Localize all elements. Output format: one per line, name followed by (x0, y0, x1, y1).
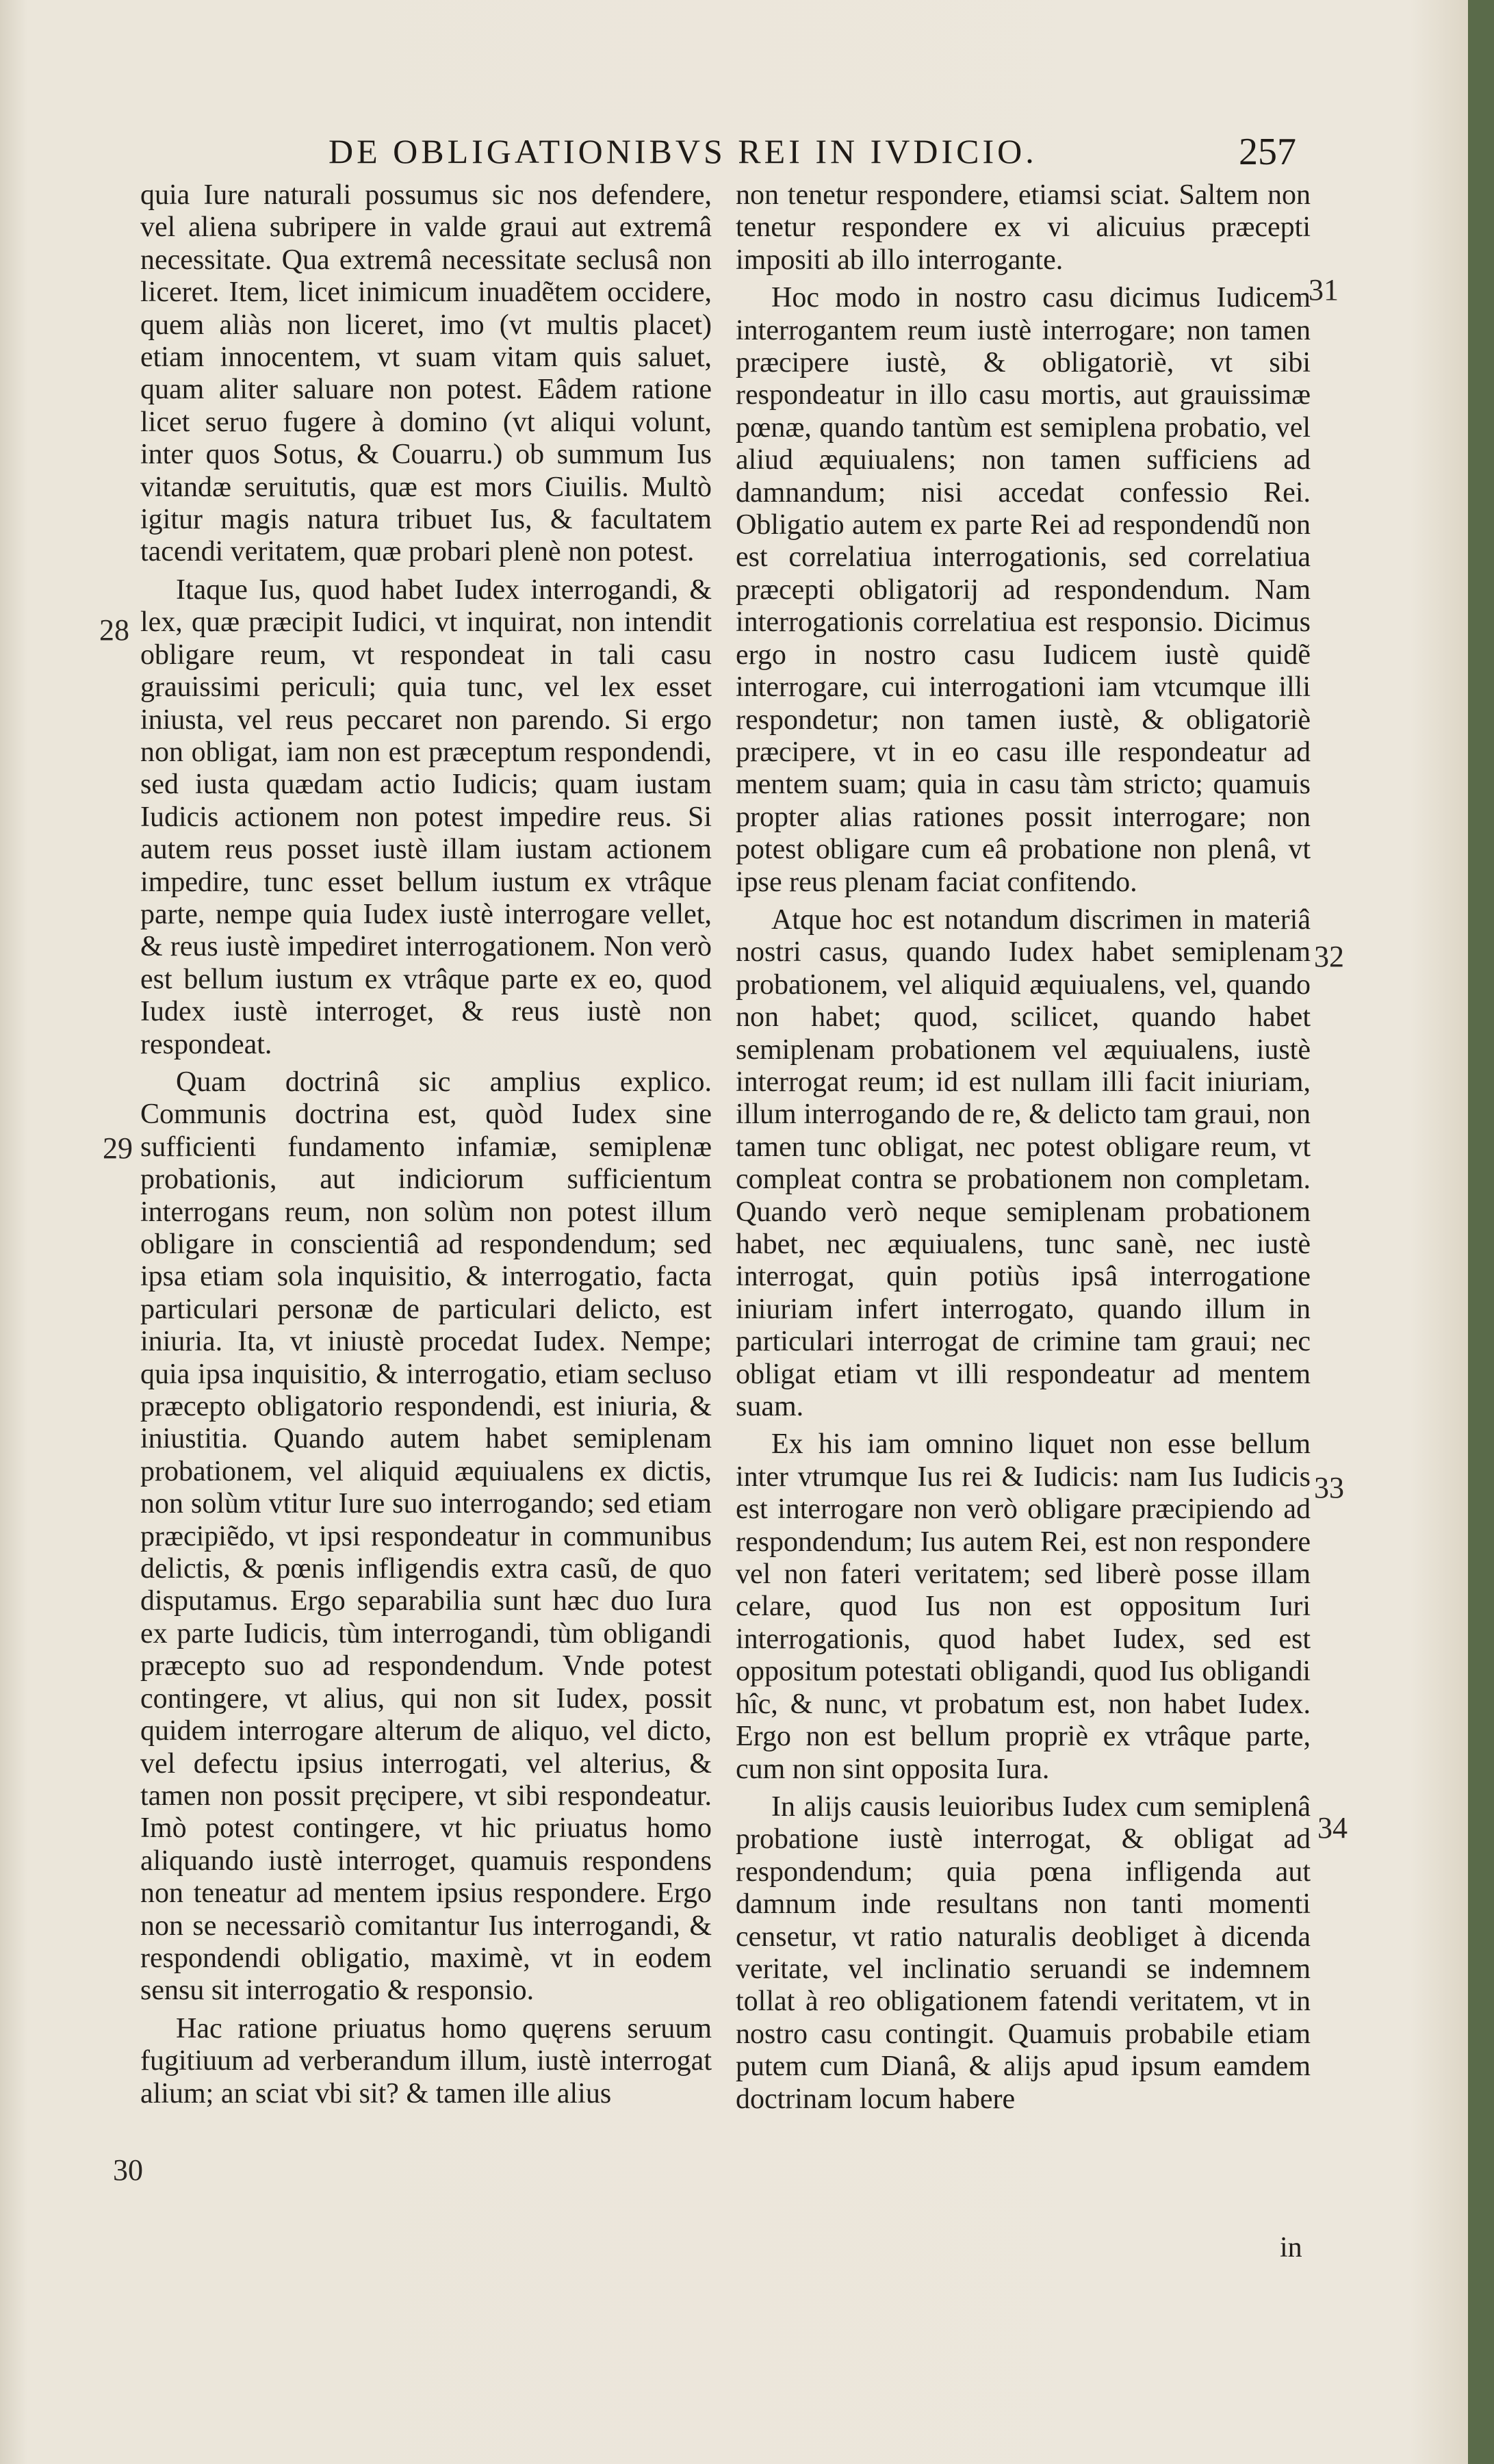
right-paragraph-5: In alijs causis leuioribus Iudex cum semiplenâ probatione iustè interrogat, & obligat ad respondendum; quia pœna infligenda aut damnum inde resultans non tanti momenti censetur, vt ratio naturalis deobliget à dicenda veritate, vel inclinatio seruandi se indemnem tollat à reo obligationem fatendi veritatem, vt in nostro casu contingit. Quamuis probabile etiam putem cum Dianâ, & alijs apud ipsum eamdem doctrinam locum habere (736, 1791, 1311, 2115)
margin-number-28: 28 (99, 613, 129, 647)
page-number: 257 (1239, 131, 1296, 173)
left-paragraph-1: quia Iure naturali possumus sic nos defendere, vel aliena subripere in valde graui aut extremâ necessitate. Qua extremâ necessitate seclusâ non liceret. Item, licet inimicum inuadẽtem occidere, quem aliàs non liceret, imo (vt multis placet) etiam innocentem, vt suam vitam quis saluet, quam aliter saluare non potest. Eâdem ratione licet seruo fugere à domino (vt aliqui volunt, inter quos Sotus, & Couarru.) ob summum Ius vitandæ seruitutis, quæ est mors Ciuilis. Multò igitur magis natura tribuet Ius, & facultatem tacendi veritatem, quæ probari plenè non potest. (140, 179, 712, 568)
right-column (736, 179, 1311, 2267)
left-column (140, 179, 712, 2267)
margin-number-31: 31 (1309, 273, 1339, 307)
right-paragraph-2: Hoc modo in nostro casu dicimus Iudicem interrogantem reum iustè interrogare; non tamen præcipere iustè, & obligatoriè, vt sibi respondeatur in illo casu mortis, aut grauissimæ pœnæ, quando tantùm est semiplena probatio, vel aliud æquiualens; non tamen sufficiens ad damnandum; nisi accedat confessio Rei. Obligatio autem ex parte Rei ad respondendũ non est correlatiua interrogationis, sed correlatiua præcepti obligatorij ad respondendum. Nam interrogationis correlatiua est responsio. Dicimus ergo in nostro casu Iudicem iustè quidẽ interrogare, cui interrogationi iam vtcumque illi respondetur; non tamen iustè, & obligatoriè præcipere, vt in eo casu ille respondeatur ad mentem suam; quia in casu tàm stricto; quamuis propter alias rationes possit interrogare; non potest obligare cum eâ probatione non plenâ, vt ipse reus plenam faciat confitendo. (736, 282, 1311, 898)
right-paragraph-1: non tenetur respondere, etiamsi sciat. Saltem non tenetur respondere ex vi alicuius præcepti impositi ab illo interrogante. (736, 179, 1311, 276)
catchword: in (1280, 2232, 1302, 2263)
margin-number-32: 32 (1314, 940, 1344, 973)
running-title: DE OBLIGATIONIBVS REI IN IVDICIO. (329, 132, 1038, 170)
margin-number-34: 34 (1317, 1811, 1348, 1845)
right-paragraph-3: Atque hoc est notandum discrimen in materiâ nostri casus, quando Iudex habet semiplenam probationem, vel aliquid æquiualens, vel, quando non habet; quod, scilicet, quando habet semiplenam probationem vel æquiualens, iustè interrogat reum; id est nullam illi facit iniuriam, illum interrogando de re, & delicto tam graui, non tamen tunc obligat, nec potest obligare reum, vt compleat contra se probationem non completam. Quando verò neque semiplenam probationem habet, nec æquiualens, tunc sanè, nec iustè interrogat, quin potiùs ipsâ interrogatione iniuriam infert interrogato, quando illum in particulari interrogat de crimine tam graui; nec obligat etiam vt illi respondeatur ad mentem suam. (736, 903, 1311, 1423)
margin-number-30: 30 (113, 2153, 143, 2187)
margin-number-33: 33 (1314, 1471, 1344, 1504)
margin-number-29: 29 (103, 1131, 133, 1165)
left-paragraph-4: Hac ratione priuatus homo quęrens seruum fugitiuum ad verberandum illum, iustè interrogat alium; an sciat vbi sit? & tamen ille alius (140, 2012, 712, 2109)
right-paragraph-4: Ex his iam omnino liquet non esse bellum inter vtrumque Ius rei & Iudicis: nam Ius Iudicis est interrogare non verò obligare præcipiendo ad respondendum; Ius autem Rei, est non respondere vel non fateri veritatem; sed liberè posse illam celare, quod Ius non est oppositum Iuri interrogationis, quod habet Iudex, sed est oppositum potestati obligandi, quod Ius obligandi hîc, & nunc, vt probatum est, non habet Iudex. Ergo non est bellum propriè ex vtrâque parte, cum non sint opposita Iura. (736, 1428, 1311, 1785)
left-paragraph-3: Quam doctrinâ sic amplius explico. Communis doctrina est, quòd Iudex sine sufficienti fundamento infamiæ, semiplenæ probationis, aut indiciorum sufficientum interrogans reum, non solùm non potest illum obligare in conscientiâ ad respondendum; sed ipsa etiam sola inquisitio, & interrogatio, facta particulari personæ de particulari delicto, est iniuria. Ita, vt iniustè procedat Iudex. Nempe; quia ipsa inquisitio, & interrogatio, etiam secluso præcepto obligatorio respondendi, est iniuria, & iniustitia. Quando autem habet semiplenam probationem, vel aliquid æquiualens ex dictis, non solùm vtitur Iure suo interrogando; sed etiam præcipiẽdo, vt ipsi respondeatur in communibus delictis, & pœnis infligendis extra casũ, de quo disputamus. Ergo separabilia sunt hæc duo Iura ex parte Iudicis, tùm interrogandi, tùm obligandi præcepto suo ad respondendum. Vnde potest contingere, vt alius, qui non sit Iudex, possit quidem interrogare alterum de aliquo, vel dicto, vel defectu ipsius interrogati, vel alterius, & tamen non possit pręcipere, vt sibi respondeatur. Imò potest contingere, vt hic priuatus homo aliquando iustè interroget, quamuis respondens non teneatur ad mentem ipsius respondere. Ergo non se necessariò comitantur Ius interrogandi, & respondendi obligatio, maximè, vt in eodem sensu sit interrogatio & responsio. (140, 1066, 712, 2007)
left-paragraph-2: Itaque Ius, quod habet Iudex interrogandi, & lex, quæ præcipit Iudici, vt inquirat, non intendit obligare reum, vt respondeat in tali casu grauissimi periculi; quia tunc, vel lex esset iniusta, vel reus peccaret non parendo. Si ergo non obligat, iam non est præceptum respondendi, sed iusta quædam actio Iudicis; quam iustam Iudicis actionem non potest impedire reus. Si autem reus posset iustè illam iustam actionem impedire, tunc esset bellum iustum ex vtrâque parte, nempe quia Iudex iustè interrogare vellet, & reus iustè impediret interrogationem. Non verò est bellum iustum ex vtrâque parte ex eo, quod Iudex iustè interroget, & reus iustè non respondeat. (140, 574, 712, 1060)
binding-edge (1468, 0, 1494, 2464)
